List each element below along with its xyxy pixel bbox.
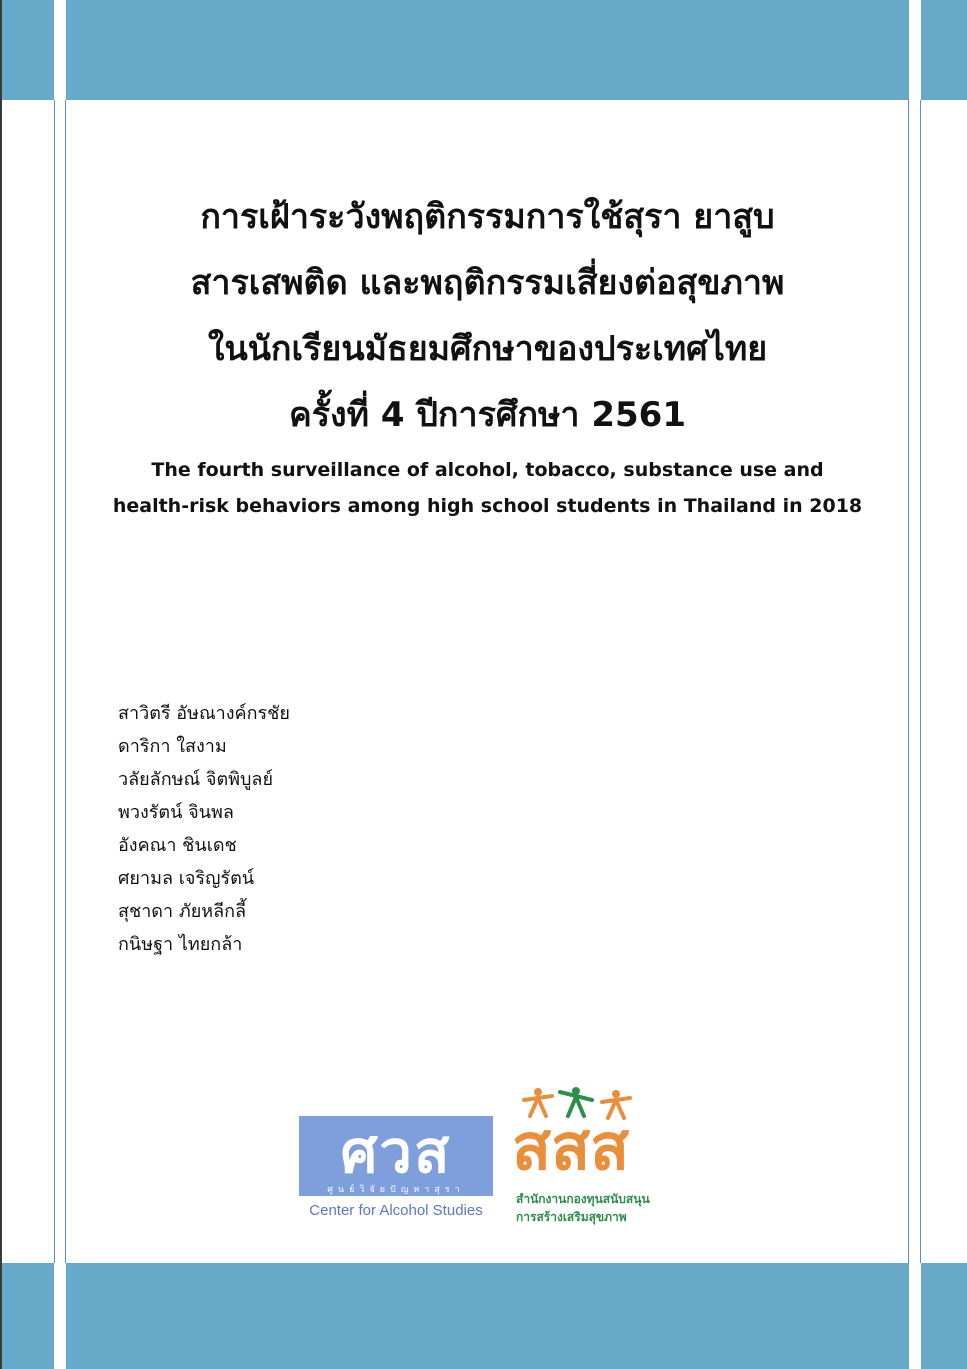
cas-english-name: Center for Alcohol Studies: [309, 1202, 483, 1219]
cas-logo-block: [299, 1116, 493, 1196]
sss-logo-glyphs: สสส: [512, 1111, 630, 1185]
thai-title: [66, 184, 909, 448]
bottom-band-left: [2, 1263, 54, 1369]
sss-name-line-1: สำนักงานกองทุนสนับสนุน: [516, 1192, 650, 1206]
author-name: สุชาดา ภัยหลีกลี้: [118, 901, 247, 922]
thaihealth-logo: [512, 1086, 692, 1231]
author-name: อังคณา ชินเดช: [118, 835, 237, 856]
english-title: [66, 452, 909, 524]
english-title-line: health-risk behaviors among high school students in Thailand in 2018: [112, 495, 863, 517]
sss-name-line-2: การสร้างเสริมสุขภาพ: [516, 1210, 627, 1224]
top-band-right: [921, 0, 967, 100]
center-for-alcohol-studies-logo: [296, 1116, 496, 1226]
author-name: วลัยลักษณ์ จิตพิบูลย์: [118, 769, 274, 790]
thai-title-line: ครั้งที่ 4 ปีการศึกษา 2561: [288, 395, 686, 435]
cas-logo-glyphs: ศวส: [340, 1118, 452, 1186]
bottom-band-center: [66, 1263, 909, 1369]
thai-title-line: สารเสพติด และพฤติกรรมเสี่ยงต่อสุขภาพ: [190, 263, 785, 303]
author-name: พวงรัตน์ จินพล: [118, 802, 234, 823]
left-edge-line: [0, 0, 2, 1369]
thai-title-line: ในนักเรียนมัธยมศึกษาของประเทศไทย: [207, 329, 768, 369]
bottom-band-right: [921, 1263, 967, 1369]
author-list: [118, 697, 290, 961]
thai-title-line: การเฝ้าระวังพฤติกรรมการใช้สุรา ยาสูบ: [200, 197, 775, 237]
author-name: ศยามล เจริญรัตน์: [118, 868, 255, 889]
top-band-center: [66, 0, 909, 100]
author-name: สาวิตรี อัษณางค์กรชัย: [118, 703, 290, 724]
cas-thai-name: ศูนย์วิจัยปัญหาสุรา: [327, 1185, 465, 1195]
author-name: กนิษฐา ไทยกล้า: [118, 934, 243, 955]
frame-line-right-outer: [920, 100, 921, 1263]
author-name: ดาริกา ใสงาม: [118, 736, 227, 757]
english-title-line: The fourth surveillance of alcohol, tobacco, substance use and: [151, 459, 824, 481]
top-band-left: [2, 0, 54, 100]
frame-line-left-outer: [54, 100, 55, 1263]
